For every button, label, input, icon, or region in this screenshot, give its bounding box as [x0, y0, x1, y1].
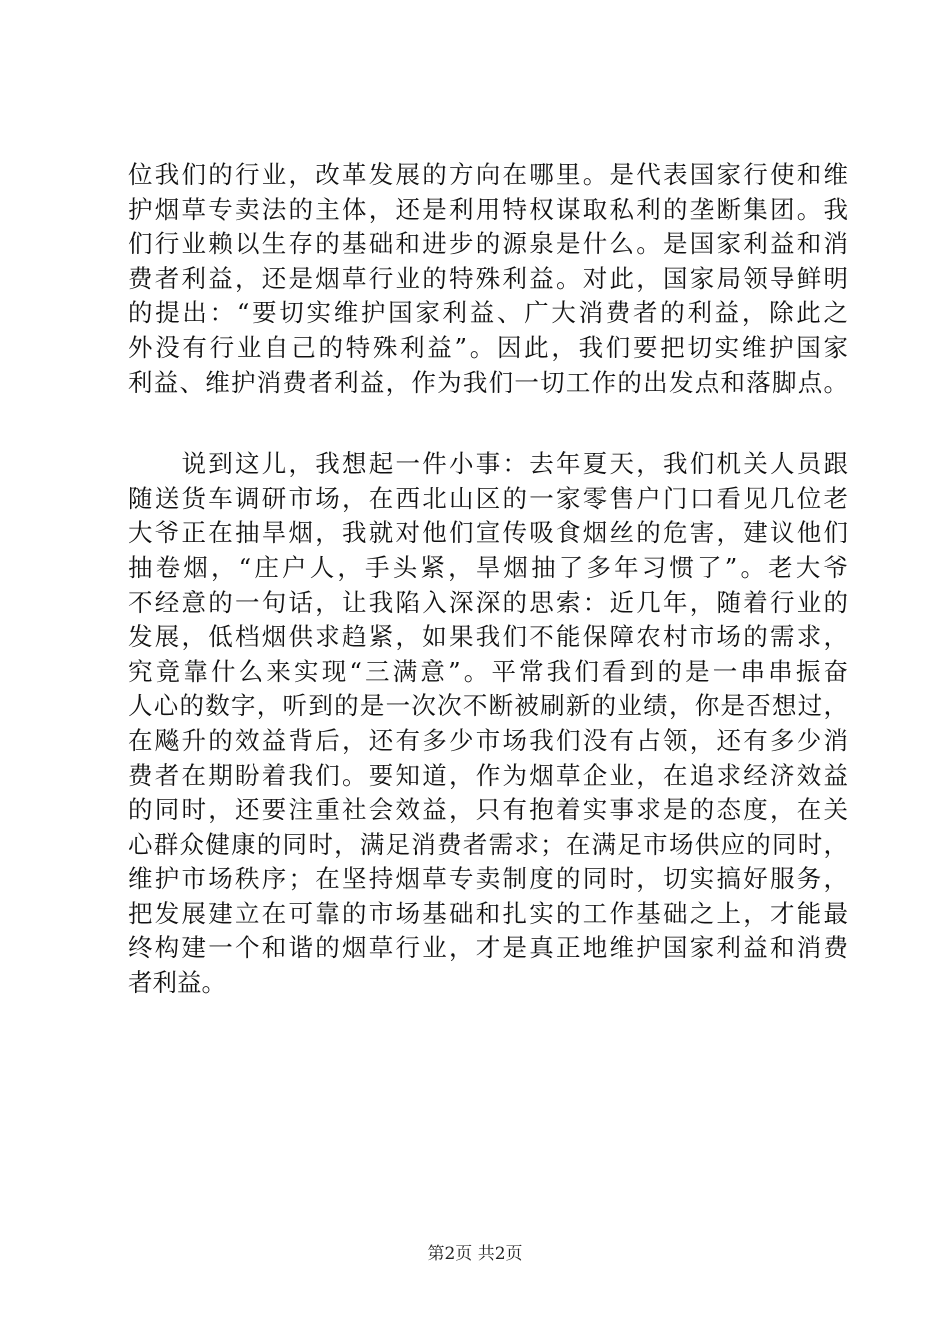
page-number-footer: 第2页 共2页 — [427, 1244, 523, 1264]
text-line: 护烟草专卖法的主体，还是利用特权谋取私利的垄断集团。我 — [128, 194, 848, 224]
text-line: 究竟靠什么来实现“三满意”。平常我们看到的是一串串振奋 — [128, 656, 848, 686]
document-body — [128, 158, 848, 1001]
text-line: 随送货车调研市场，在西北山区的一家零售户门口看见几位老 — [128, 483, 848, 513]
text-line: 们行业赖以生存的基础和进步的源泉是什么。是国家利益和消 — [128, 229, 848, 259]
text-line: 人心的数字，听到的是一次次不断被刷新的业绩，你是否想过， — [128, 691, 848, 721]
paragraph-2 — [128, 447, 848, 1001]
text-line: 大爷正在抽旱烟，我就对他们宣传吸食烟丝的危害，建议他们 — [128, 518, 848, 548]
paragraph-spacing — [128, 400, 848, 447]
text-line: 心群众健康的同时，满足消费者需求；在满足市场供应的同时， — [128, 829, 848, 859]
text-line: 的提出：“要切实维护国家利益、广大消费者的利益，除此之 — [128, 298, 848, 328]
text-line: 者利益。 — [128, 968, 226, 998]
text-line: 终构建一个和谐的烟草行业，才是真正地维护国家利益和消费 — [128, 933, 848, 963]
text-line: 外没有行业自己的特殊利益”。因此，我们要把切实维护国家 — [128, 332, 848, 362]
text-line: 不经意的一句话，让我陷入深深的思索：近几年，随着行业的 — [128, 587, 848, 617]
text-line: 维护市场秩序；在坚持烟草专卖制度的同时，切实搞好服务， — [128, 864, 848, 894]
text-line: 抽卷烟，“庄户人，手头紧，旱烟抽了多年习惯了”。老大爷 — [128, 552, 848, 582]
text-line: 发展，低档烟供求趋紧，如果我们不能保障农村市场的需求， — [128, 622, 848, 652]
text-line: 的同时，还要注重社会效益，只有抱着实事求是的态度，在关 — [128, 795, 848, 825]
text-line: 把发展建立在可靠的市场基础和扎实的工作基础之上，才能最 — [128, 898, 848, 928]
paragraph-1 — [128, 158, 848, 400]
text-line: 费者在期盼着我们。要知道，作为烟草企业，在追求经济效益 — [128, 760, 848, 790]
text-line: 在飚升的效益背后，还有多少市场我们没有占领，还有多少消 — [128, 725, 848, 755]
text-line: 位我们的行业，改革发展的方向在哪里。是代表国家行使和维 — [128, 160, 848, 189]
text-line: 费者利益，还是烟草行业的特殊利益。对此，国家局领导鲜明 — [128, 263, 848, 293]
text-line: 说到这儿，我想起一件小事：去年夏天，我们机关人员跟 — [128, 449, 848, 479]
text-line: 利益、维护消费者利益，作为我们一切工作的出发点和落脚点。 — [128, 367, 848, 397]
